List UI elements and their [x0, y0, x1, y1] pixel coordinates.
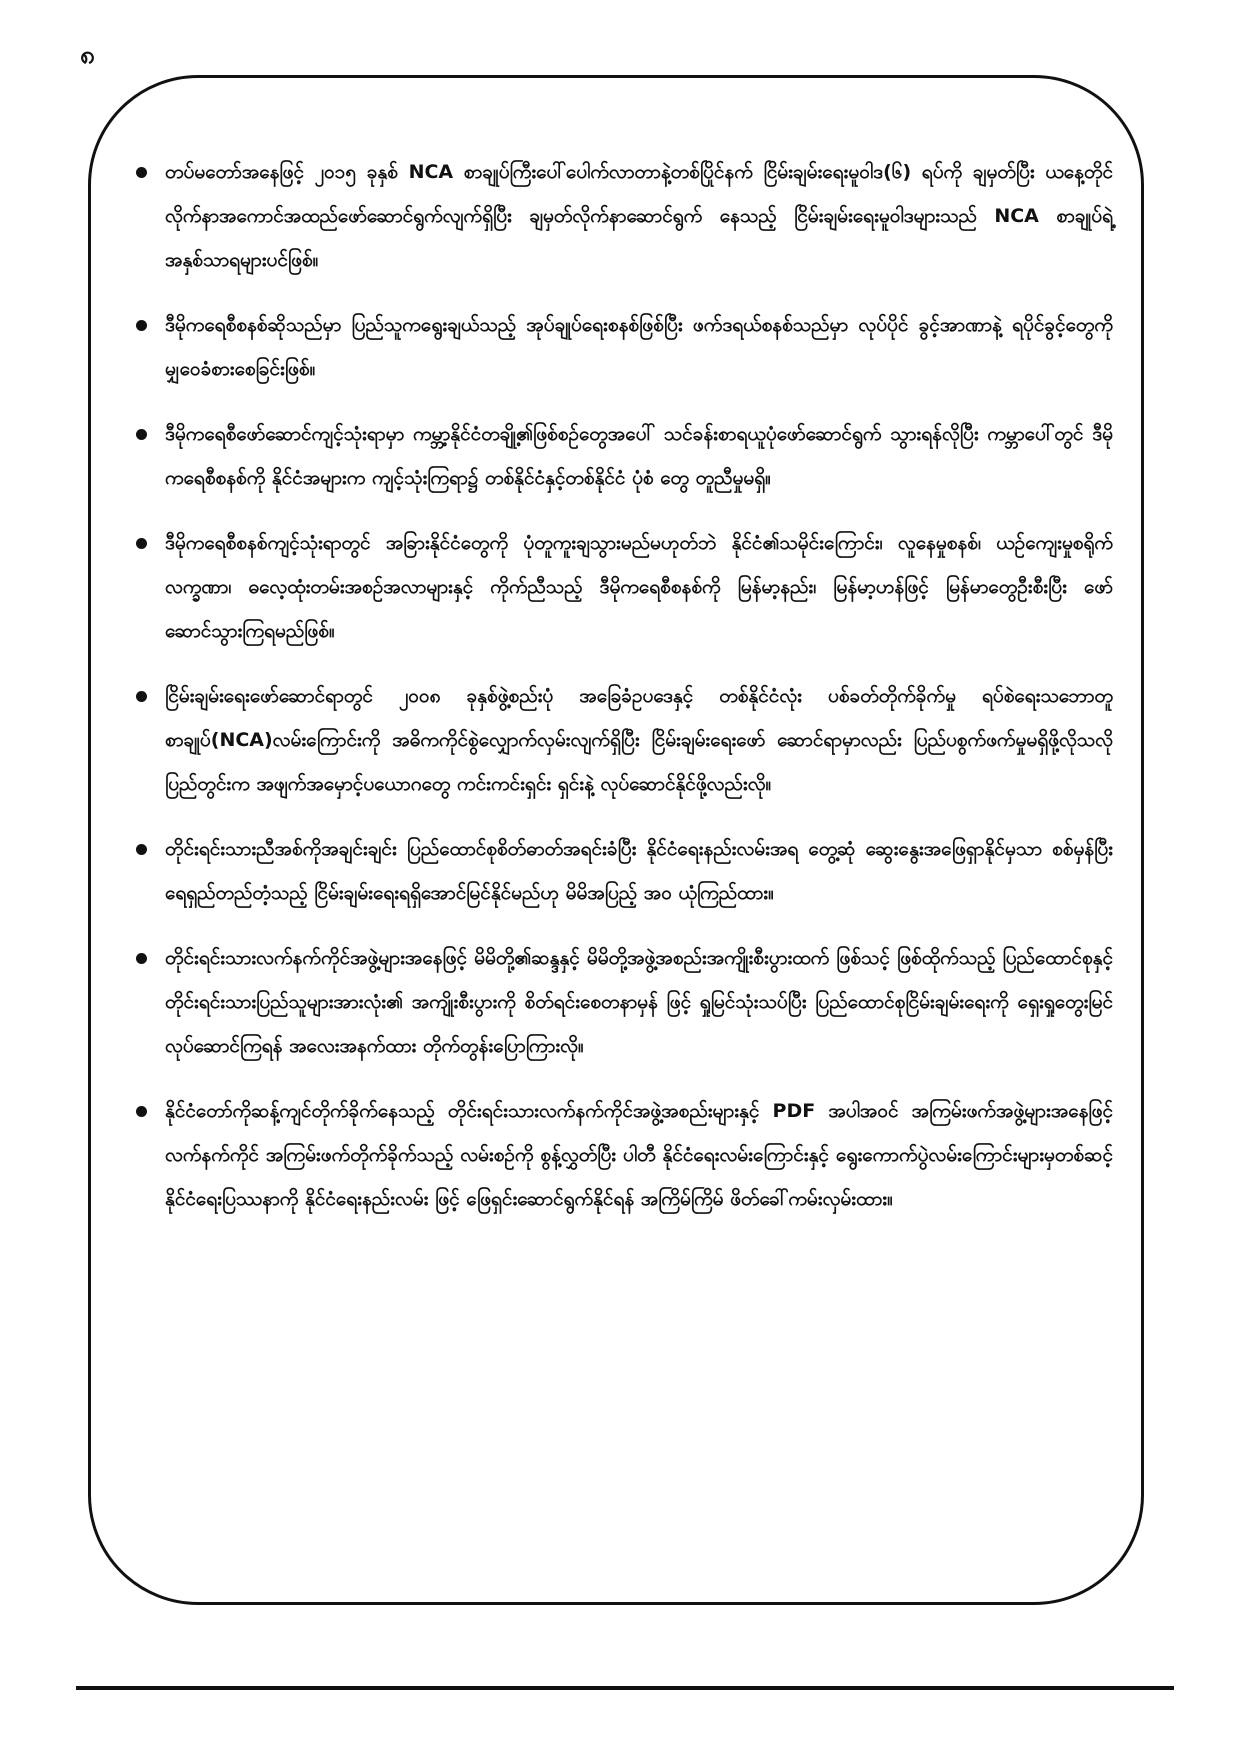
bullet-item — [133, 412, 1113, 500]
bullet-text: တိုင်းရင်းသားလက်နက်ကိုင်အဖွဲ့များအနေဖြင့် မိမိတို့၏ဆန္ဒနှင့် မိမိတို့အဖွဲ့အစည်းအကျိုးစီးပွားထက် ဖြစ်သင့် ဖြစ်ထိုက်သည့် ပြည်ထောင်စုနှင့်တိုင်းရင်းသားပြည်သူများအားလုံး၏ အကျိုးစီးပွားကို စိတ်ရင်းစေတနာမှန် ဖြင့် ရှုမြင်သုံးသပ်ပြီး ပြည်ထောင်စုငြိမ်းချမ်းရေးကို ရှေးရှုတွေးမြင်လုပ်ဆောင်ကြရန် အလေးအနက်ထား တိုက်တွန်းပြောကြားလို။ — [165, 947, 1113, 1057]
bullet-text: ငြိမ်းချမ်းရေးဖော်ဆောင်ရာတွင် ၂၀၀၈ ခုနှစ်ဖွဲ့စည်းပုံ အခြေခံဥပဒေနှင့် တစ်နိုင်ငံလုံး ပစ်ခတ်တိုက်ခိုက်မှု ရပ်စဲရေးသဘောတူစာချုပ်(NCA)လမ်းကြောင်းကို အဓိကကိုင်စွဲလျှောက်လှမ်းလျက်ရှိပြီး ငြိမ်းချမ်းရေးဖော် ဆောင်ရာမှာလည်း ပြည်ပစွက်ဖက်မှုမရှိဖို့လိုသလို ပြည်တွင်းက အဖျက်အမှောင့်ပယောဂတွေ ကင်းကင်းရှင်း ရှင်းနဲ့ လုပ်ဆောင်နိုင်ဖို့လည်းလို။ — [165, 685, 1113, 795]
bullet-item — [133, 303, 1113, 391]
bullet-item — [133, 936, 1113, 1068]
bullet-item — [133, 674, 1113, 806]
bullet-item — [133, 150, 1113, 282]
bullet-text: တပ်မတော်အနေဖြင့် ၂၀၁၅ ခုနှစ် NCA စာချုပ်ကြီးပေါ်ပေါက်လာတာနဲ့တစ်ပြိုင်နက် ငြိမ်းချမ်းရေးမူဝါဒ(၆) ရပ်ကို ချမှတ်ပြီး ယနေ့တိုင်လိုက်နာအကောင်အထည်ဖော်ဆောင်ရွက်လျက်ရှိပြီး ချမှတ်လိုက်နာဆောင်ရွက် နေသည့် ငြိမ်းချမ်းရေးမူဝါဒများသည် NCA စာချုပ်ရဲ့ အနှစ်သာရများပင်ဖြစ်။ — [165, 161, 1113, 271]
footer-rule — [76, 1686, 1174, 1690]
page-number: ၈ — [80, 40, 95, 70]
bullet-item — [133, 521, 1113, 653]
bullet-item — [133, 827, 1113, 915]
bullet-item — [133, 1089, 1113, 1221]
bullet-text: ဒီမိုကရေစီစနစ်ကျင့်သုံးရာတွင် အခြားနိုင်ငံတွေကို ပုံတူကူးချသွားမည်မဟုတ်ဘဲ နိုင်ငံ၏သမိုင်းကြောင်း၊ လူနေမှုစနစ်၊ ယဉ်ကျေးမှုစရိုက်လက္ခဏာ၊ ဓလေ့ထုံးတမ်းအစဉ်အလာများနှင့် ကိုက်ညီသည့် ဒီမိုကရေစီစနစ်ကို မြန်မာ့နည်း၊ မြန်မာ့ဟန်ဖြင့် မြန်မာတွေဦးစီးပြီး ဖော်ဆောင်သွားကြရမည်ဖြစ်။ — [165, 532, 1113, 642]
bullet-list — [133, 150, 1113, 1242]
bullet-text: ဒီမိုကရေစီဖော်ဆောင်ကျင့်သုံးရာမှာ ကမ္ဘာ့နိုင်ငံတချို့၏ဖြစ်စဉ်တွေအပေါ် သင်ခန်းစာရယူပုံဖော်ဆောင်ရွက် သွားရန်လိုပြီး ကမ္ဘာပေါ်တွင် ဒီမိုကရေစီစနစ်ကို နိုင်ငံအများက ကျင့်သုံးကြရာ၌ တစ်နိုင်ငံနှင့်တစ်နိုင်ငံ ပုံစံ တွေ တူညီမှုမရှိ။ — [165, 423, 1113, 489]
bullet-text: တိုင်းရင်းသားညီအစ်ကိုအချင်းချင်း ပြည်ထောင်စုစိတ်ဓာတ်အရင်းခံပြီး နိုင်ငံရေးနည်းလမ်းအရ တွေ့ဆုံ ဆွေးနွေးအဖြေရှာနိုင်မှသာ စစ်မှန်ပြီးရေရှည်တည်တံ့သည့် ငြိမ်းချမ်းရေးရရှိအောင်မြင်နိုင်မည်ဟု မိမိအပြည့် အဝ ယုံကြည်ထား။ — [165, 838, 1113, 904]
bullet-text: နိုင်ငံတော်ကိုဆန့်ကျင်တိုက်ခိုက်နေသည့် တိုင်းရင်းသားလက်နက်ကိုင်အဖွဲ့အစည်းများနှင့် PDF အပါအဝင် အကြမ်းဖက်အဖွဲ့များအနေဖြင့် လက်နက်ကိုင် အကြမ်းဖက်တိုက်ခိုက်သည့် လမ်းစဉ်ကို စွန့်လွှတ်ပြီး ပါတီ နိုင်ငံရေးလမ်းကြောင်းနှင့် ရွေးကောက်ပွဲလမ်းကြောင်းများမှတစ်ဆင့် နိုင်ငံရေးပြဿနာကို နိုင်ငံရေးနည်းလမ်း ဖြင့် ဖြေရှင်းဆောင်ရွက်နိုင်ရန် အကြိမ်ကြိမ် ဖိတ်ခေါ်ကမ်းလှမ်းထား။ — [165, 1100, 1113, 1210]
bullet-text: ဒီမိုကရေစီစနစ်ဆိုသည်မှာ ပြည်သူကရွေးချယ်သည့် အုပ်ချုပ်ရေးစနစ်ဖြစ်ပြီး ဖက်ဒရယ်စနစ်သည်မှာ လုပ်ပိုင် ခွင့်အာဏာနဲ့ ရပိုင်ခွင့်တွေကို မျှဝေခံစားစေခြင်းဖြစ်။ — [165, 314, 1113, 380]
